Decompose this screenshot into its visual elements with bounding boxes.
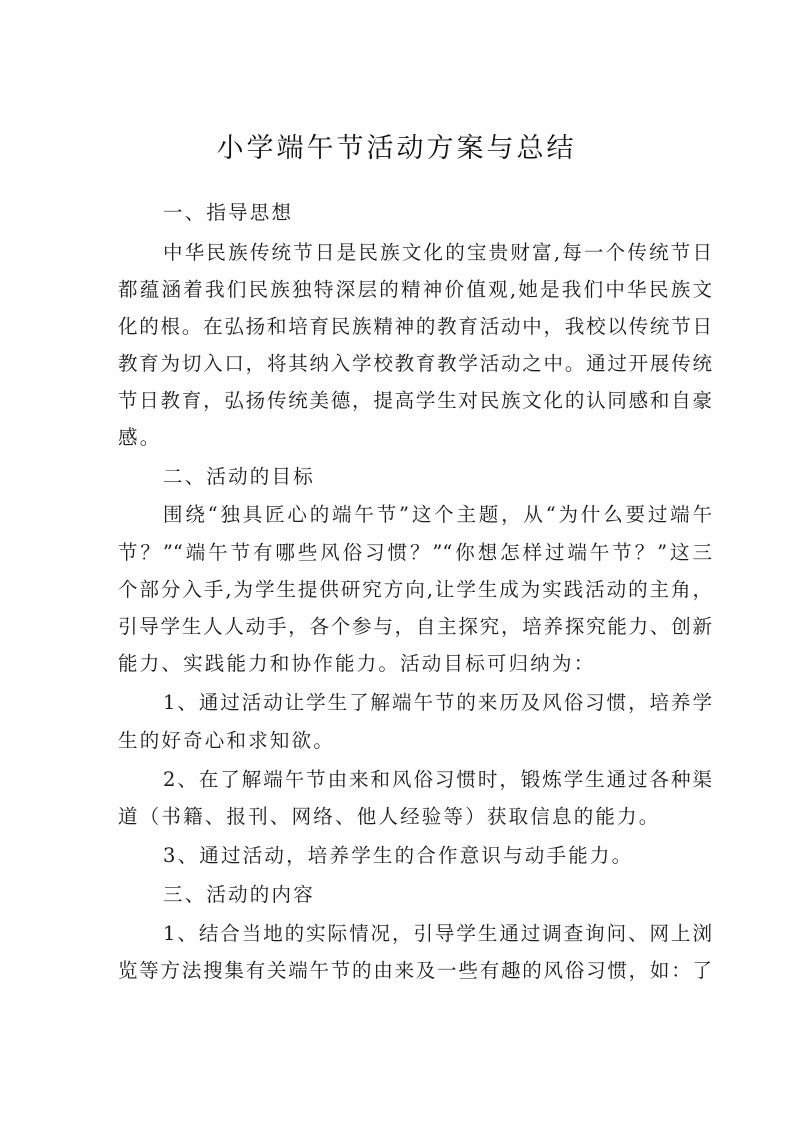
text-line: 围绕“独具匠心的端午节”这个主题，从“为什么要过端午 (163, 503, 712, 526)
text-line: 2、在了解端午节由来和风俗习惯时，锻炼学生通过各种渠 (163, 768, 712, 791)
text-line: 节？”“端午节有哪些风俗习惯？”“你想怎样过端午节？”这三 (118, 541, 712, 564)
text-line: 二、活动的目标 (163, 465, 315, 488)
text-line: 节日教育，弘扬传统美德，提高学生对民族文化的认同感和自豪 (118, 389, 712, 412)
text-line: 中华民族传统节日是民族文化的宝贵财富,每一个传统节日 (163, 241, 712, 264)
text-line: 览等方法搜集有关端午节的由来及一些有趣的风俗习惯，如：了 (118, 959, 712, 982)
text-line: 1、结合当地的实际情况，引导学生通过调查询问、网上浏 (163, 922, 712, 945)
text-line: 个部分入手,为学生提供研究方向,让学生成为实践活动的主角， (118, 578, 712, 601)
text-line: 1、通过活动让学生了解端午节的来历及风俗习惯，培养学 (163, 691, 712, 714)
text-line: 化的根。在弘扬和培育民族精神的教育活动中，我校以传统节日 (118, 315, 712, 338)
text-line: 能力、实践能力和协作能力。活动目标可归纳为： (118, 652, 596, 675)
text-line: 引导学生人人动手，各个参与，自主探究，培养探究能力、创新 (118, 615, 712, 638)
text-line: 三、活动的内容 (163, 883, 315, 906)
text-line: 感。 (118, 426, 162, 449)
text-line: 都蕴涵着我们民族独特深层的精神价值观,她是我们中华民族文 (118, 278, 712, 301)
text-line: 道（书籍、报刊、网络、他人经验等）获取信息的能力。 (118, 805, 661, 828)
document-title: 小学端午节活动方案与总结 (216, 133, 577, 164)
text-line: 一、指导思想 (163, 201, 294, 224)
text-line: 3、通过活动，培养学生的合作意识与动手能力。 (163, 844, 634, 867)
text-line: 教育为切入口，将其纳入学校教育教学活动之中。通过开展传统 (118, 352, 712, 375)
text-line: 生的好奇心和求知欲。 (118, 729, 336, 752)
